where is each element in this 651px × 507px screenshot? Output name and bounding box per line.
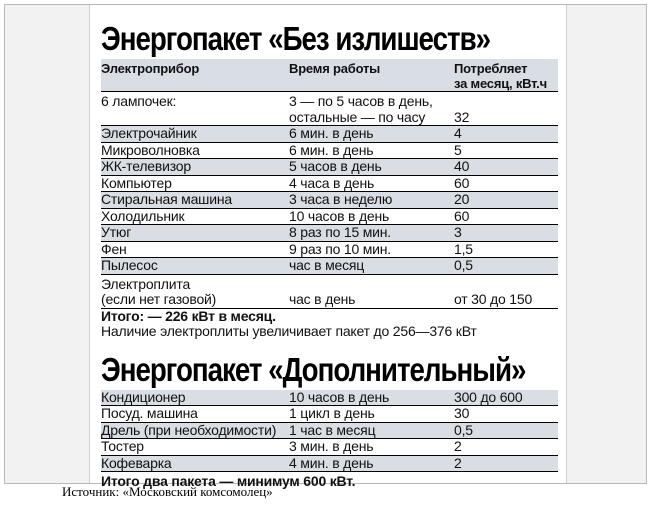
row-consumption: 4 [454,126,558,143]
table-row [101,274,558,308]
row-appliance: Фен [101,241,289,258]
row-time [289,92,454,126]
row-consumption: 2 [454,455,558,472]
table-row [101,406,558,423]
row-consumption: 3 [454,225,558,242]
row-appliance: Пылесос [101,258,289,275]
row-appliance: Тостер [101,439,289,456]
row-time: 5 часов в день [289,159,454,176]
row-time: час в месяц [289,258,454,275]
row-time: 4 мин. в день [289,455,454,472]
table-row [101,422,558,439]
row-consumption: 32 [454,92,558,126]
table-row [101,126,558,143]
table-row [101,258,558,275]
row-consumption: 300 до 600 [454,390,558,406]
table-row [101,225,558,242]
package1-total: Итого: — 226 кВт в месяц. [101,307,276,324]
row-consumption: от 30 до 150 [454,274,558,308]
package1-table [101,59,558,340]
row-time: 1 час в месяц [289,422,454,439]
table-row [101,159,558,176]
row-time-line1: 3 — по 5 часов в день, [289,93,433,109]
figure-frame [4,4,647,489]
row-time: 4 часа в день [289,175,454,192]
package2-table [101,390,558,490]
table-header-row [101,59,558,92]
table-row [101,192,558,209]
row-appliance: Кондиционер [101,390,289,406]
header-time: Время работы [289,59,454,92]
package1-title: Энергопакет «Без излишеств» [101,20,491,57]
package1-note-row [101,324,558,340]
row-appliance-line1: Электроплита [101,275,191,292]
infographic-card [101,5,558,490]
row-time: 9 раз по 10 мин. [289,241,454,258]
row-time: 1 цикл в день [289,406,454,423]
row-appliance: Утюг [101,225,289,242]
row-consumption: 5 [454,142,558,159]
row-time: 8 раз по 15 мин. [289,225,454,242]
infographic-panel [89,5,567,489]
header-consumption-line1: Потребляет [454,61,528,76]
row-consumption: 2 [454,439,558,456]
table-row [101,455,558,472]
row-time: 3 часа в неделю [289,192,454,209]
row-time-line2: остальные — по часу [289,108,426,125]
row-appliance: 6 лампочек: [101,92,289,126]
row-consumption: 0,5 [454,258,558,275]
source-caption: Источник: «Московский комсомолец» [62,484,273,499]
row-appliance: Электрочайник [101,126,289,143]
table-row [101,439,558,456]
row-appliance: Дрель (при необходимости) [101,422,289,439]
row-appliance: Микроволновка [101,142,289,159]
package1-note: Наличие электроплиты увеличивает пакет до 256—376 кВт [101,323,477,339]
package2-total: Итого два пакета — минимум 600 кВт. [101,473,356,489]
package2-title: Энергопакет «Дополнительный» [101,350,526,388]
table-row [101,208,558,225]
row-appliance: Компьютер [101,175,289,192]
table-row [101,142,558,159]
row-time: 10 часов в день [289,390,454,406]
row-consumption: 1,5 [454,241,558,258]
row-consumption: 60 [454,208,558,225]
header-consumption [454,59,558,92]
row-appliance: Холодильник [101,208,289,225]
header-consumption-line2: за месяц, кВт.ч [454,76,547,91]
row-appliance: Стиральная машина [101,192,289,209]
row-consumption: 30 [454,406,558,423]
package1-total-row [101,308,558,324]
row-appliance-line2: (если нет газовой) [101,291,217,307]
row-appliance: Кофеварка [101,455,289,472]
row-time: 3 мин. в день [289,439,454,456]
row-consumption: 0,5 [454,422,558,439]
header-appliance: Электроприбор [101,59,289,92]
row-time: 6 мин. в день [289,142,454,159]
row-appliance [101,274,289,308]
table-row [101,241,558,258]
row-time: час в день [289,274,454,308]
row-appliance: Посуд. машина [101,406,289,423]
table-row [101,175,558,192]
row-consumption: 20 [454,192,558,209]
row-consumption: 40 [454,159,558,176]
table-row [101,92,558,126]
row-appliance: ЖК-телевизор [101,159,289,176]
table-row [101,390,558,406]
row-consumption: 60 [454,175,558,192]
row-time: 6 мин. в день [289,126,454,143]
row-time: 10 часов в день [289,208,454,225]
